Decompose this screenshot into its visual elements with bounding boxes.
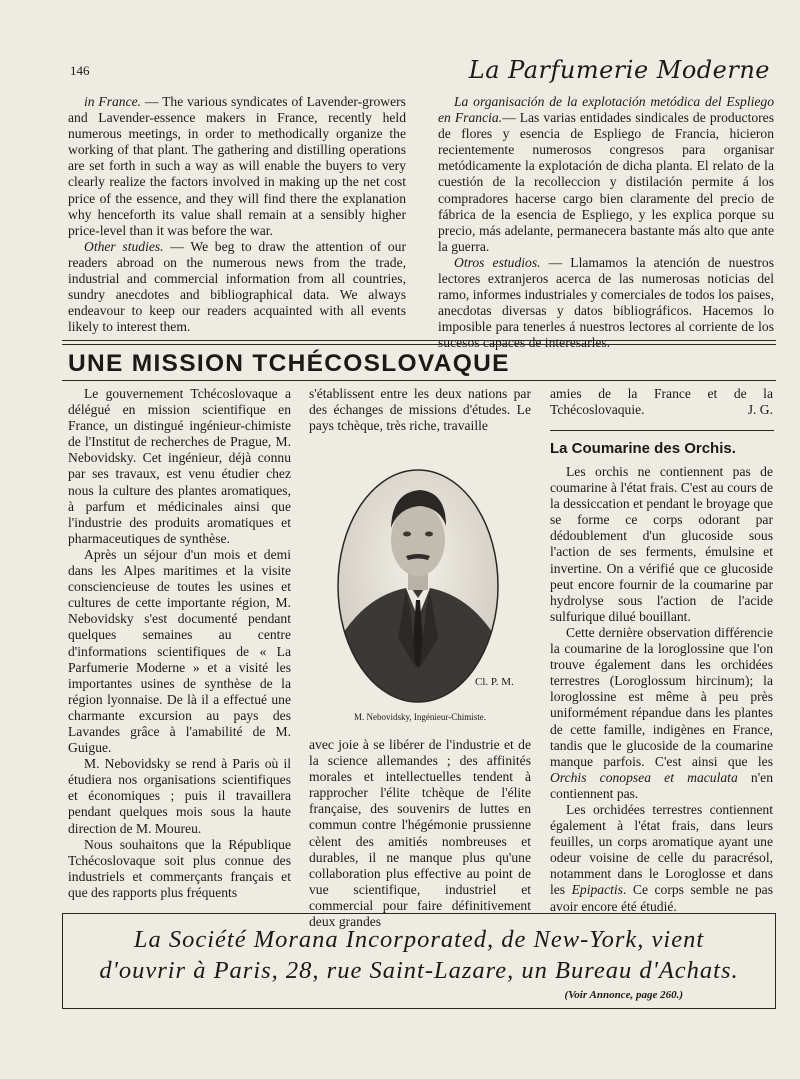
- coumarine-paragraph-2: Cette dernière observation différencie la coumarine de la loroglossine que l'on trouve également dans les orchidées terrestres (Loroglossum hircinum); la loroglossine est même à peu près uniformément répandue dans les plantes de cette famille, indigènes en France, tandis que le glucoside de la coumarine manque parfois. C'est ainsi que les: [550, 624, 773, 769]
- coumarine-title: La Coumarine des Orchis.: [550, 440, 736, 457]
- spanish-summary: [438, 94, 774, 352]
- article-paragraph: avec joie à se libérer de l'industrie et de la science allemandes ; des affinités morales et intellectuelles tendent à rapprocher l'élite tchèque de l'élite française, des souvenirs de luttes en commun contre l'hégémonie prussienne cèlent des amitiés nombreuses et durables, il ne manque plus qu'une collaboration plus effective au point de vue scientifique, industriel et commercial pour faire définitivement deux grandes: [309, 737, 531, 930]
- photo-credit: Cl. P. M.: [475, 676, 514, 688]
- epipactis-genus: Epipactis: [571, 882, 623, 898]
- article-paragraph: Après un séjour d'un mois et demi dans les Alpes maritimes et la visite consciencieuse de toutes les usines et cultures de cette importante région, M. Nebovidsky s'est documenté pendant quelques semaines au centre d'informations scientifiques de « La Parfumerie Moderne » et a visité les importantes usines de synthèse de la région lyonnaise. De là il a effectué une charmante excursion au pays des Lavandes grâce à l'amabilité de M. Guigue.: [68, 546, 291, 756]
- advert-reference: (Voir Annonce, page 260.): [564, 989, 683, 1001]
- advertisement-box: [62, 913, 776, 1009]
- section-divider-top-inner: [62, 344, 776, 345]
- spanish-paragraph-2: — Llamamos la atención de nuestros lectores extranjeros acerca de las numerosas noticias del ramo, informes industriales y comerciales de todos los paises, anecdotas diversas y datos bibliográficos. Hacemos lo imposible para tenerles á nuestros lectores al corriente de los sucesos capaces de interesarles.: [438, 254, 774, 351]
- english-paragraph-1: — The various syndicates of Lavender-growers and Lavender-essence makers in France, recently held numerous meetings, in order to methodically organize the working of that plant. The gathering and distilling operations are set forth in such a way as will enable the buyers to very clearly realize the factors involved in making up the net cost price of the essence, and they will find there the explanation why henceforth its value shall remain at a sensibly higher price-level than it was before the war.: [68, 94, 406, 238]
- portrait-photo: [336, 468, 500, 704]
- article-column-3-end: [550, 386, 773, 418]
- author-signature: J. G.: [747, 402, 773, 418]
- article-paragraph: M. Nebovidsky se rend à Paris où il étudiera nos organisations scientifiques et économiques ; puis il travaillera pendant quelques mois sous la haute direction de M. Moureu.: [68, 756, 291, 836]
- article-closing: amies de la France et de la Tchécoslovaquie.: [550, 386, 773, 418]
- article-column-1: [68, 386, 291, 901]
- article-paragraph: Le gouvernement Tchécoslovaque a délégué en mission scientifique en France, un distingué ingénieur-chimiste de l'Institut de recherches de Prague, M. Nebovidsky. Cet ingénieur, déjà connu par ses travaux, est venu étudier chez nous la culture des plantes aromatiques, à parfum et médicinales ainsi que l'industrie des produits aromatiques et pharmaceutiques de synthèse.: [68, 386, 291, 546]
- coumarine-paragraph-3-tail: . Ce corps semble ne pas avoir encore été étudié.: [550, 882, 773, 914]
- title-underline: [62, 380, 776, 381]
- article-column-2-bottom: [309, 737, 531, 930]
- coumarine-paragraph-1: Les orchis ne contiennent pas de coumarine à l'état frais. C'est au cours de la dessiccation et pendant le broyage que se forme ce corps odorant par dédoublement d'un glucoside sous l'action de ses ferments, émulsine et invertine. On a vérifié que ce glucoside peut encore fournir de la coumarine par hydrolyse sous l'action de l'acide sulfurique dilué bouillant.: [550, 464, 773, 624]
- english-summary: [68, 94, 406, 335]
- journal-masthead: La Parfumerie Moderne: [468, 56, 770, 84]
- advert-line-1: La Société Morana Incorporated, de New-York, vient: [133, 926, 705, 953]
- article-title: UNE MISSION TCHÉCOSLOVAQUE: [68, 350, 510, 377]
- section-divider-top: [62, 340, 776, 341]
- orchis-species: Orchis conopsea et maculata: [550, 769, 738, 785]
- article-column-2-top: [309, 386, 531, 434]
- english-heading-france: in France.: [84, 94, 142, 109]
- coumarine-paragraph-3: Les orchidées terrestres contiennent également à l'état frais, dans leurs feuilles, un corps aromatique ayant une odeur voisine de celle du paracrésol, notamment dans le Loroglosse et dans les: [550, 801, 773, 898]
- article-paragraph: s'établissent entre les deux nations par des échanges de missions d'études. Le pays tchèque, très riche, travaille: [309, 386, 531, 434]
- page-number: 146: [70, 63, 90, 78]
- coumarine-paragraph-2-tail: n'en contiennent pas.: [550, 769, 773, 801]
- english-paragraph-2: — We beg to draw the attention of our readers abroad on the numerous news from the trade, industrial and commercial information from all countries, sundry anecdotes and bibliographical data. We always endeavour to keep our readers acquainted with all events likely to interest them.: [68, 238, 406, 335]
- coumarine-divider: [550, 430, 774, 431]
- spanish-paragraph-1: — Las varias entidades sindicales de productores de flores y esencia de Espliego de Francia, hicieron recientemente numerosos congresos para organisar metódicamente la explotación de dicha planta. El relato de la cuestión de la recolleccion y distilación permite á los compradores hacerse cargo bien claramente del precio de fábrica de la esencia de Espliego, y les explica porque su precio, más adelante, permanecera bastante más alto que ante la guerra.: [438, 110, 774, 254]
- english-heading-other-studies: Other studies.: [84, 238, 164, 254]
- advert-line-2: d'ouvrir à Paris, 28, rue Saint-Lazare, un Bureau d'Achats.: [99, 957, 739, 984]
- article-paragraph: Nous souhaitons que la République Tchécoslovaque soit plus connue des industriels et commerçants français et que des rapports plus fréquents: [68, 836, 291, 900]
- spanish-heading-otros: Otros estudios.: [454, 254, 541, 270]
- spanish-heading-espliego: La organisación de la explotación metódica del Espliego en Francia.: [438, 94, 774, 126]
- photo-caption: M. Nebovidsky, Ingénieur-Chimiste.: [354, 712, 486, 722]
- coumarine-body: [550, 464, 773, 915]
